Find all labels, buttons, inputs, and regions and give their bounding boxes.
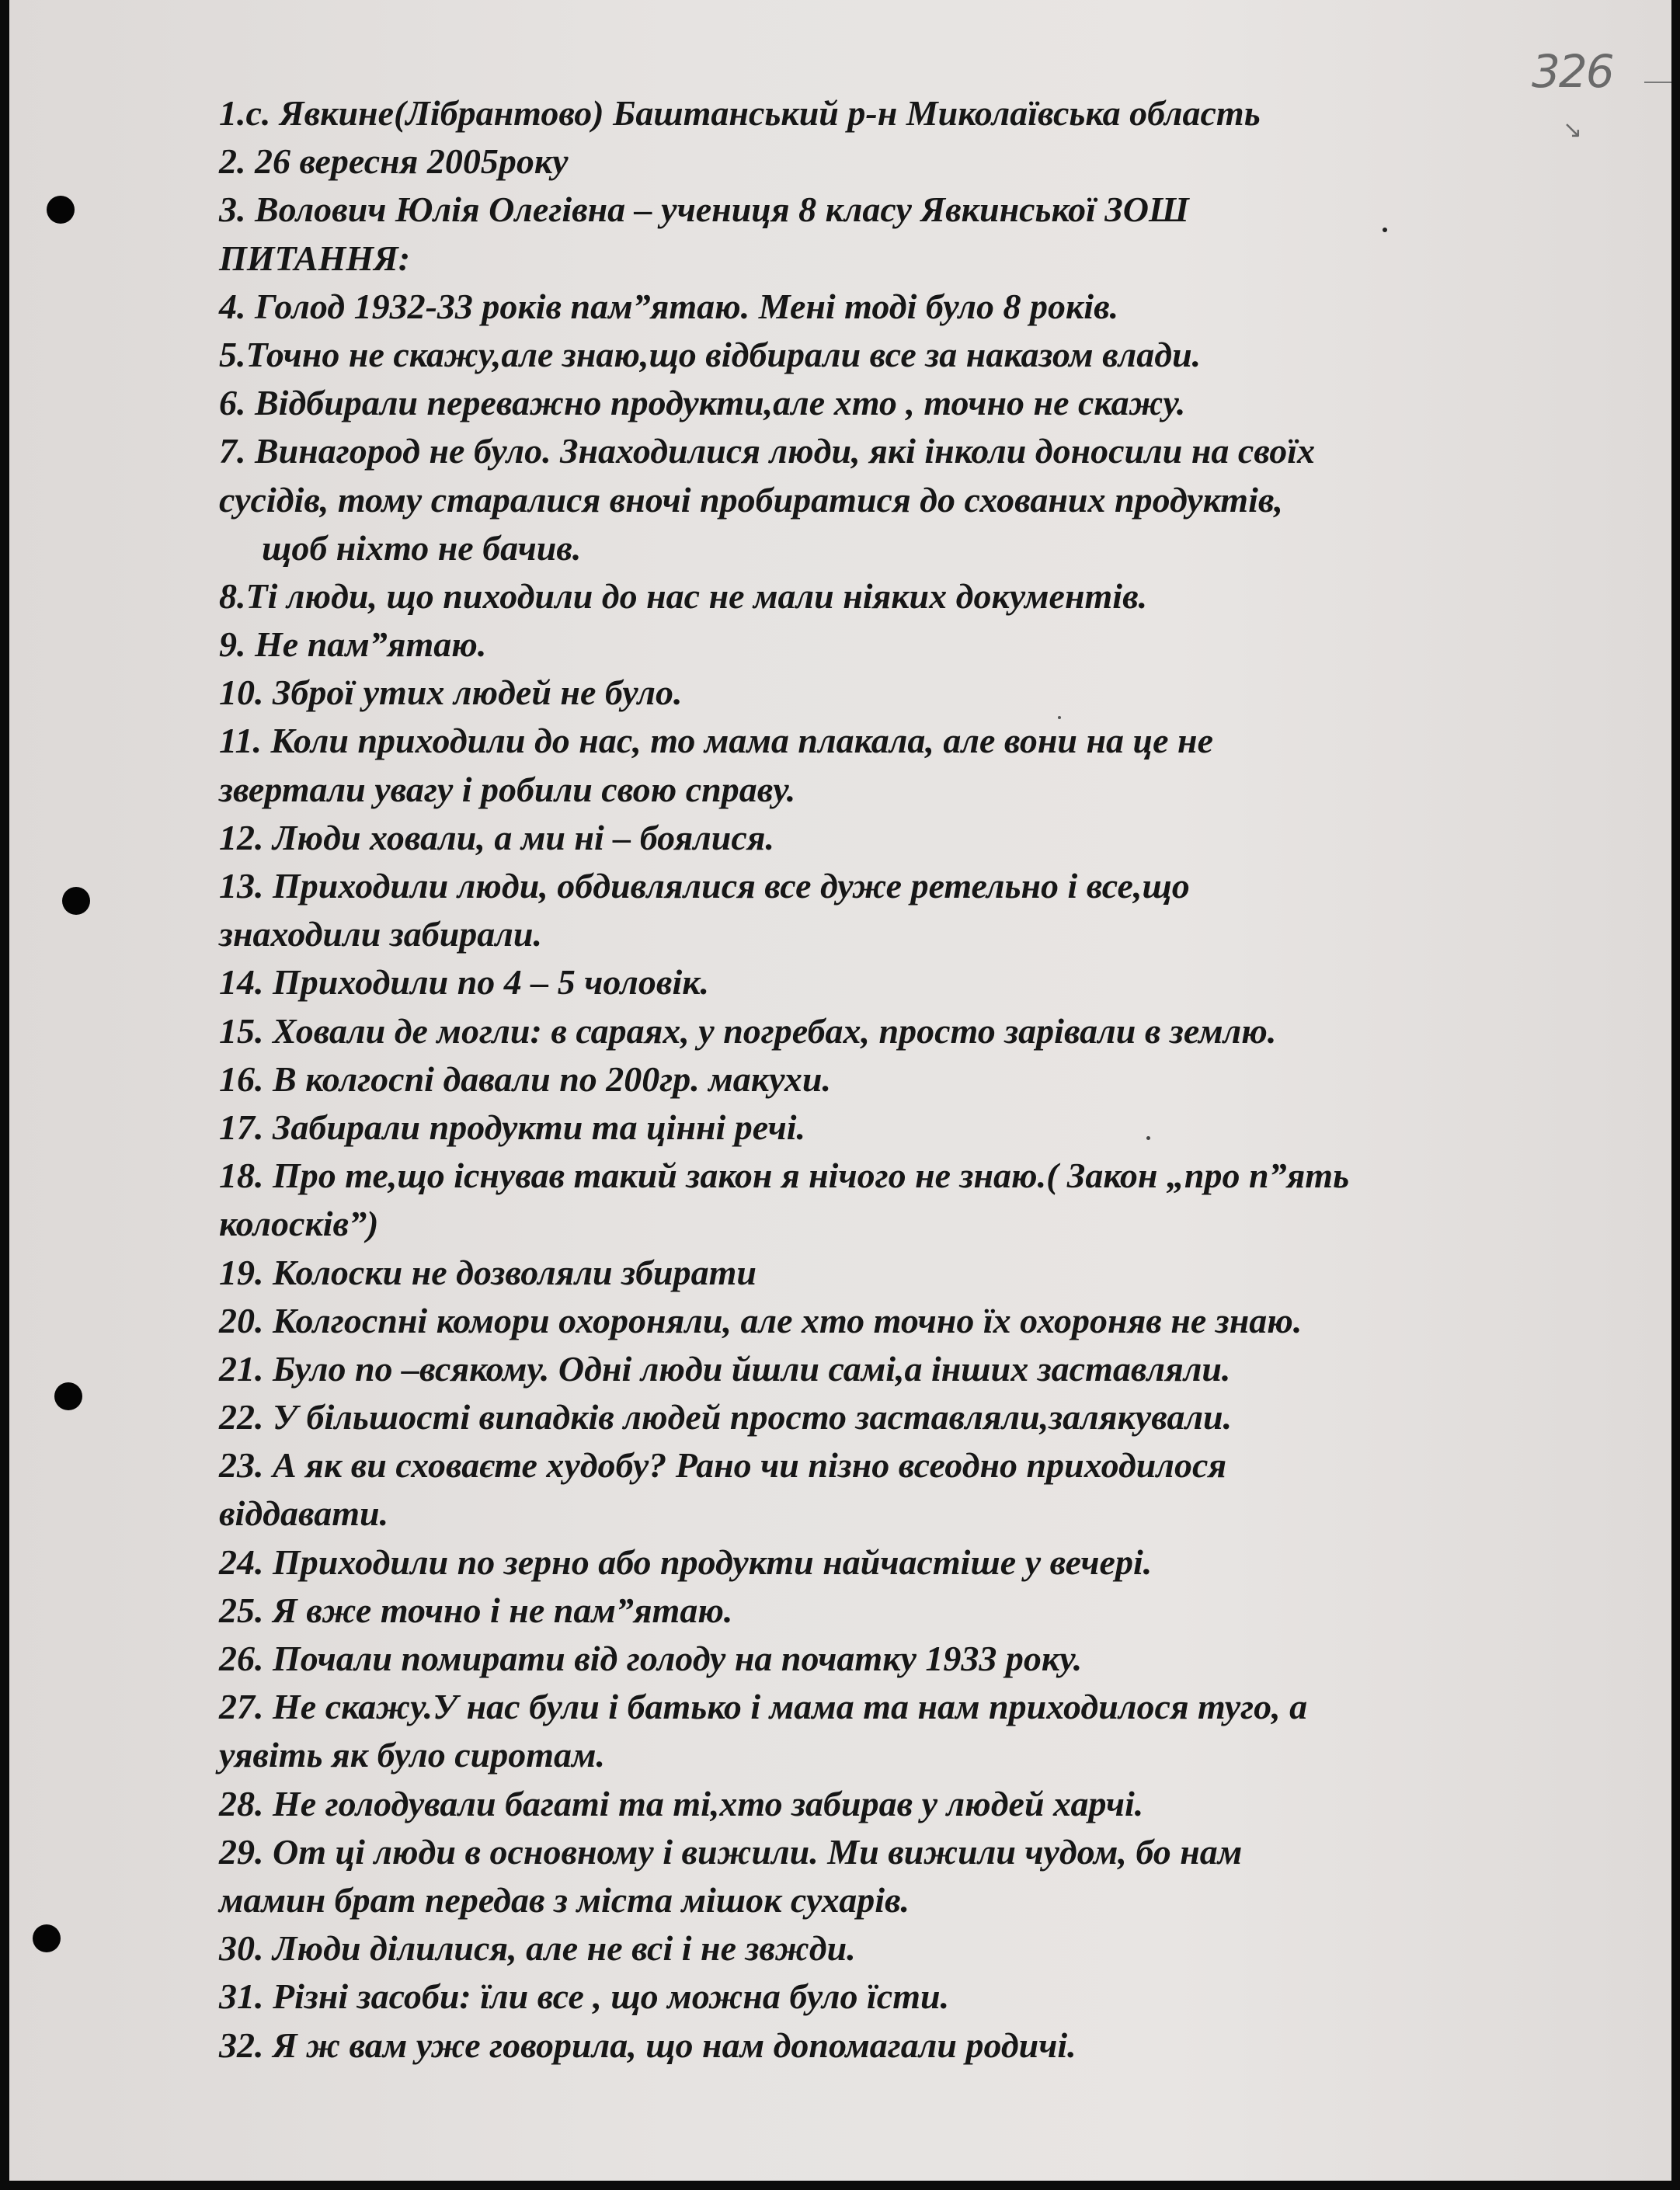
text-line: 28. Не голодували багаті та ті,хто забирав у людей харчі.	[219, 1783, 1144, 1823]
text-line: уявіть як було сиротам.	[219, 1735, 605, 1775]
text-line: 19. Колоски не дозволяли збирати	[219, 1252, 757, 1292]
punch-hole-4	[33, 1924, 61, 1952]
text-line: 22. У більшості випадків людей просто заставляли,залякували.	[219, 1397, 1233, 1437]
document-page	[9, 0, 1671, 2181]
text-line: 7. Винагород не було. Знаходилися люди, які інколи доносили на своїх	[219, 431, 1316, 471]
text-line: 2. 26 вересня 2005року	[219, 141, 569, 182]
punch-hole-1	[47, 196, 75, 224]
handwritten-mark: ↘	[1563, 116, 1583, 144]
text-line: 17. Забирали продукти та цінні речі.	[219, 1107, 806, 1147]
punch-hole-3	[54, 1382, 82, 1410]
text-line: 24. Приходили по зерно або продукти найчастіше у вечері.	[219, 1542, 1153, 1582]
text-line: 25. Я вже точно і не пам”ятаю.	[219, 1590, 733, 1630]
text-line: 6. Відбирали переважно продукти,але хто , точно не скажу.	[219, 383, 1186, 423]
text-line: віддавати.	[219, 1493, 389, 1534]
text-line: 30. Люди ділилися, але не всі і не звжди.	[219, 1928, 856, 1969]
text-line: звертали увагу і робили свою справу.	[219, 769, 796, 809]
text-line: 23. А як ви сховаєте худобу? Рано чи пізно всеодно приходилося	[219, 1445, 1227, 1486]
text-line: 1.с. Явкине(Лібрантово) Баштанський р-н Миколаївська область	[219, 93, 1261, 133]
text-line: 26. Почали помирати від голоду на початку 1933 року.	[219, 1639, 1083, 1678]
text-line: 10. Зброї утих людей не було.	[219, 673, 683, 713]
handwritten-page-number: 326	[1532, 45, 1613, 98]
text-line: 16. В колгоспі давали по 200гр. макухи.	[219, 1058, 831, 1099]
text-line: 20. Колгоспні комори охороняли, але хто точно їх охороняв не знаю.	[219, 1300, 1303, 1340]
text-line: знаходили забирали.	[219, 914, 542, 954]
text-line: 9. Не пам”ятаю.	[219, 624, 487, 665]
text-line: 13. Приходили люди, обдивлялися все дуже ретельно і все,що	[219, 866, 1190, 906]
text-line: 3. Волович Юлія Олегівна – учениця 8 класу Явкинської ЗОШ	[219, 189, 1189, 230]
text-line: 8.Ті люди, що пиходили до нас не мали ніяких документів.	[219, 575, 1148, 616]
text-line: 5.Точно не скажу,але знаю,що відбирали все за наказом влади.	[219, 334, 1202, 374]
text-line: 15. Ховали де могли: в сараях, у погребах, просто зарівали в землю.	[219, 1010, 1277, 1051]
text-line: мамин брат передав з міста мішок сухарів.	[219, 1879, 910, 1920]
text-line: 12. Люди ховали, а ми ні – боялися.	[219, 817, 774, 857]
text-line: 4. Голод 1932-33 років пам”ятаю. Мені тоді було 8 років.	[219, 286, 1119, 326]
text-line: колосків”)	[219, 1204, 379, 1244]
section-heading: ПИТАННЯ:	[219, 238, 411, 278]
text-line: 32. Я ж вам уже говорила, що нам допомагали родичі.	[219, 2025, 1077, 2065]
text-line: 31. Різні засоби: їли все , що можна було їсти.	[219, 1976, 950, 2017]
text-line: 27. Не скажу.У нас були і батько і мама та нам приходилося туго, а	[219, 1687, 1308, 1727]
text-line: 14. Приходили по 4 – 5 чоловік.	[219, 962, 710, 1003]
interview-transcript	[219, 89, 1539, 2070]
text-line: 11. Коли приходили до нас, то мама плакала, але вони на це не	[219, 721, 1213, 761]
handwritten-dash	[1644, 82, 1671, 83]
text-line: щоб ніхто не бачив.	[262, 527, 582, 568]
punch-hole-2	[62, 887, 90, 915]
text-line: 29. От ці люди в основному і вижили. Ми вижили чудом, бо нам	[219, 1831, 1243, 1872]
text-line: 21. Було по –всякому. Одні люди йшли самі,а інших заставляли.	[219, 1348, 1231, 1389]
text-line: 18. Про те,що існував такий закон я нічого не знаю.( Закон „про п”ять	[219, 1156, 1350, 1196]
text-line: сусідів, тому старалися вночі пробиратися до схованих продуктів,	[219, 479, 1283, 520]
